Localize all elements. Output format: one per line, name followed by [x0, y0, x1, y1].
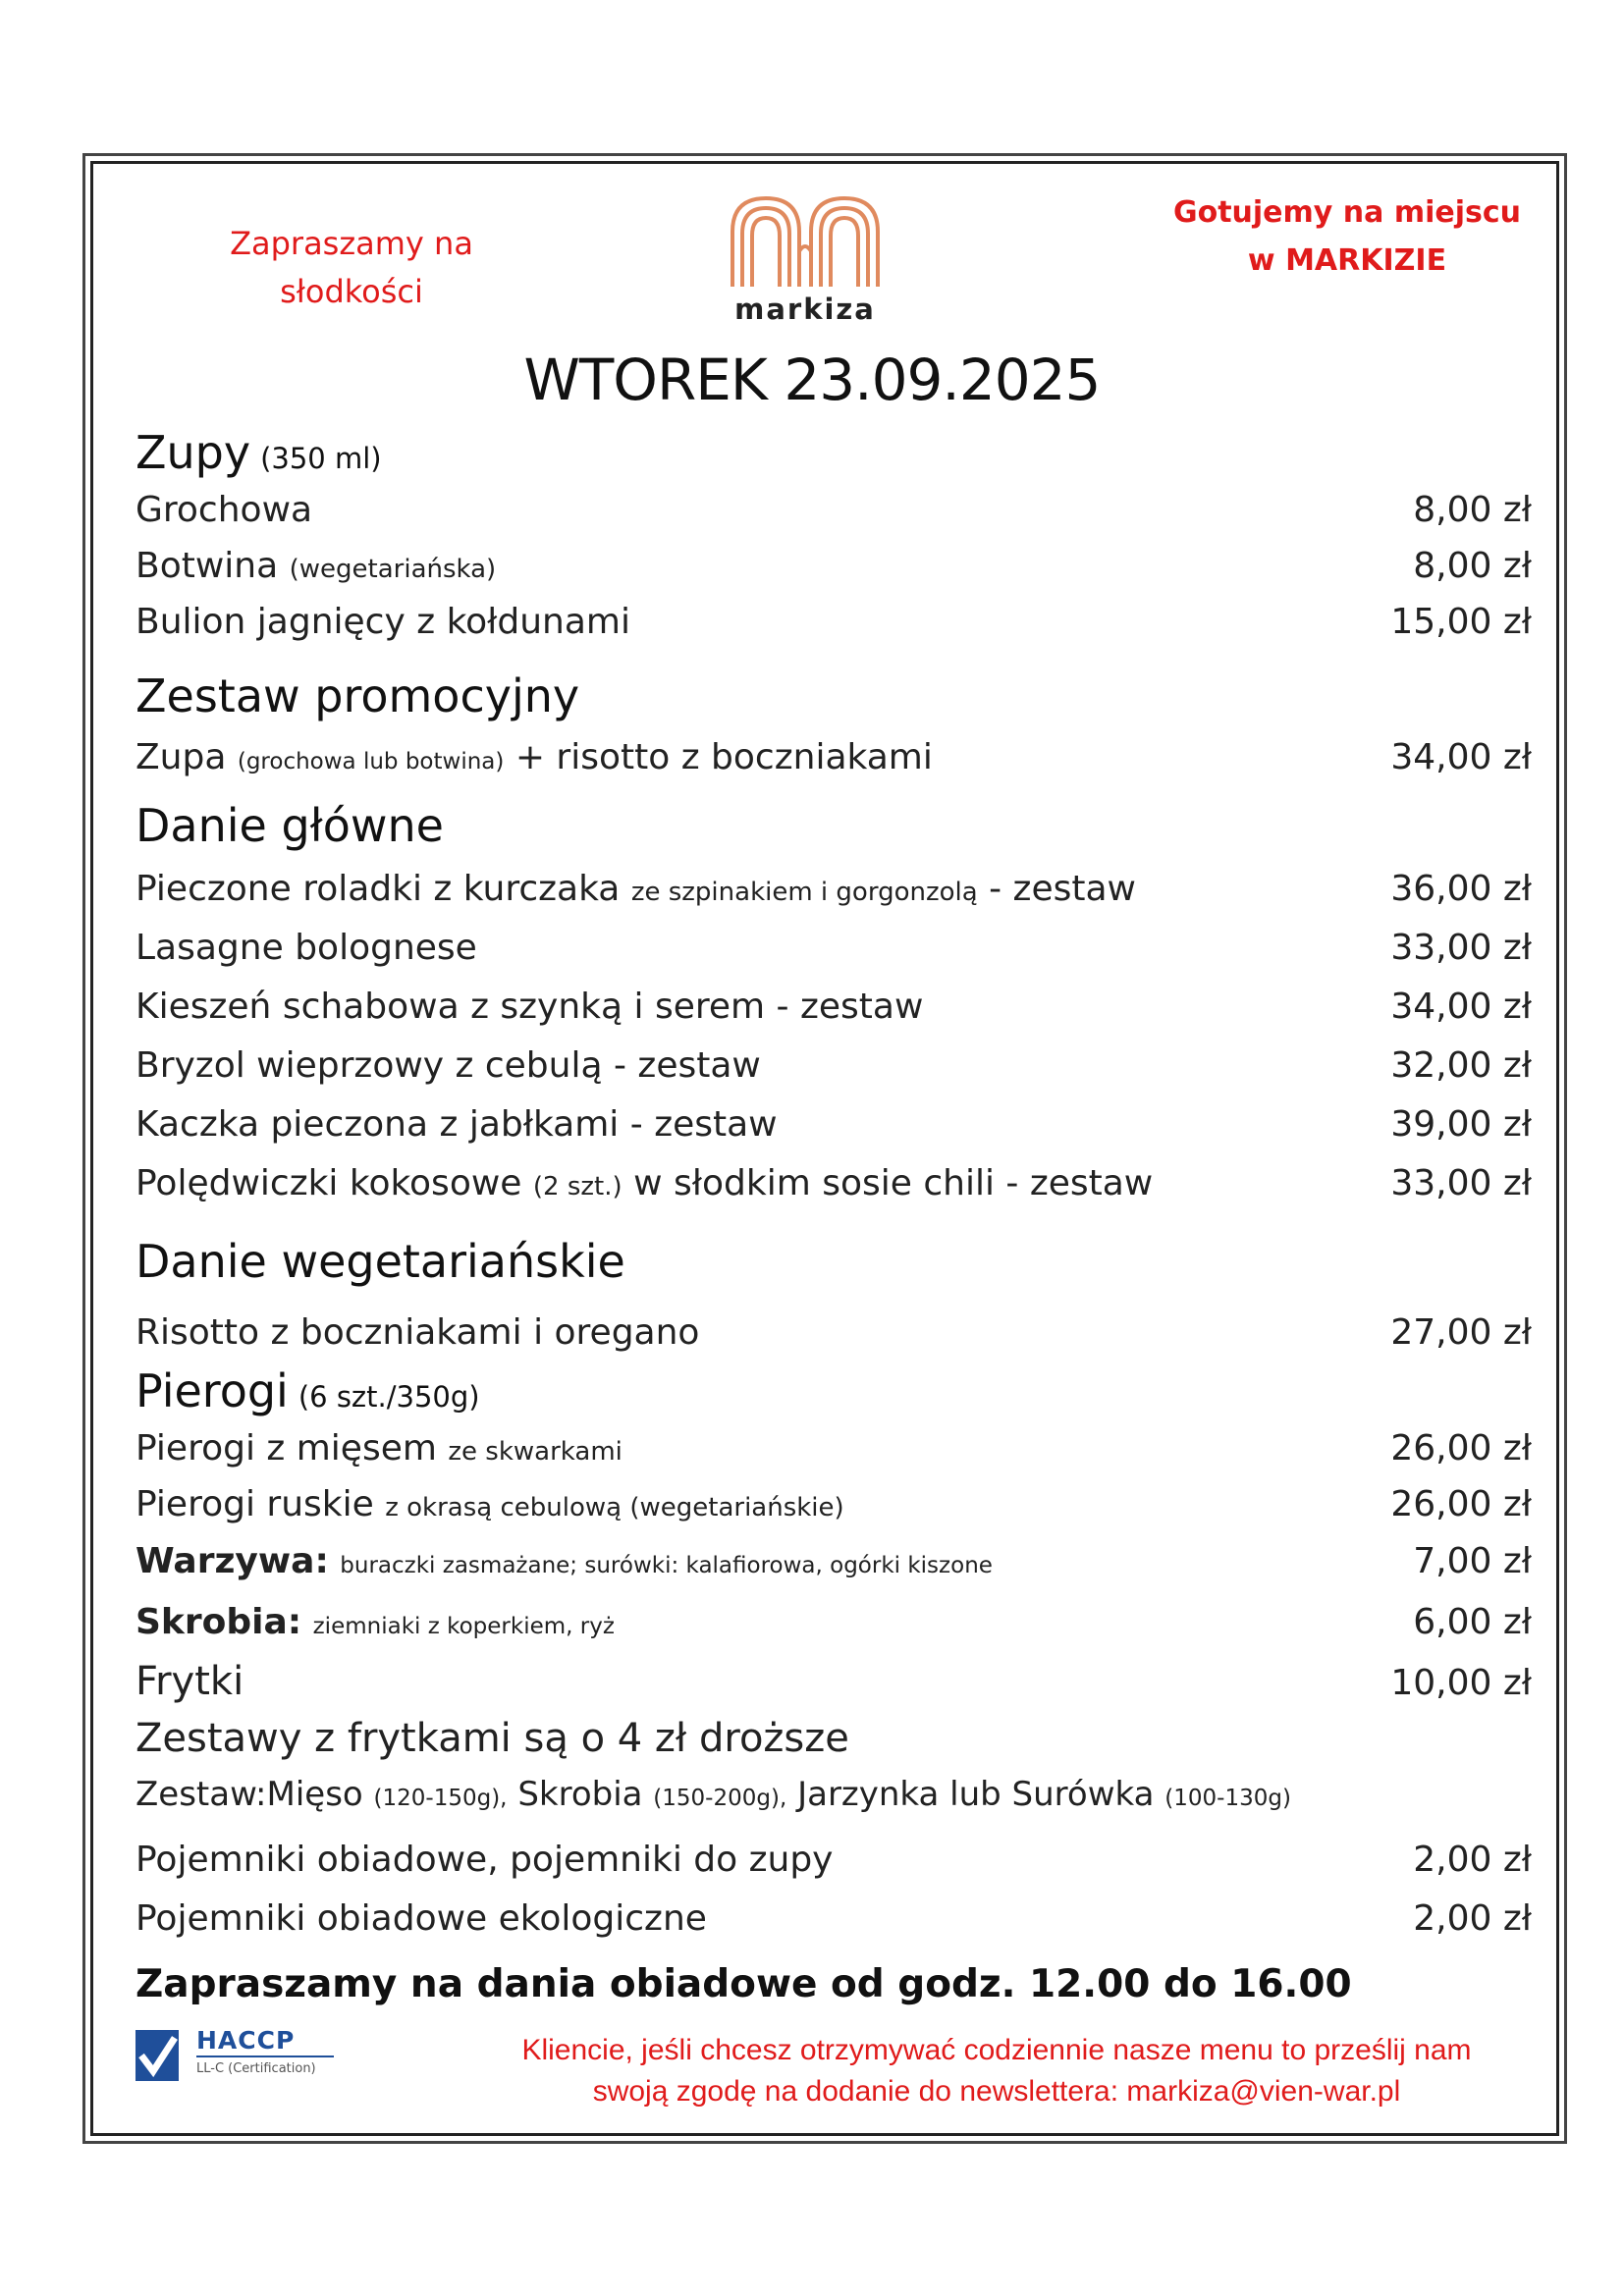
soups-heading [135, 426, 1532, 479]
item-name: Polędwiczki kokosowe [135, 1163, 522, 1203]
item-name: Pojemniki obiadowe, pojemniki do zupy [135, 1840, 834, 1880]
menu-item-poledwiczki [135, 1163, 1532, 1203]
menu-item-bryzol [135, 1045, 1532, 1086]
menu-item-frytki [135, 1659, 1532, 1704]
item-price: 26,00 zł [1390, 1428, 1532, 1468]
menu-item-kaczka [135, 1104, 1532, 1145]
vege-heading-label: Danie wegetariańskie [135, 1235, 625, 1288]
item-price: 8,00 zł [1413, 546, 1532, 586]
item-price: 39,00 zł [1390, 1104, 1532, 1145]
cook-onsite-note [1161, 188, 1534, 285]
item-name: Bryzol wieprzowy z cebulą - zestaw [135, 1045, 761, 1086]
haccp-title: HACCP [196, 2026, 296, 2055]
menu-item-bulion [135, 602, 1532, 642]
item-detail: (wegetariańska) [289, 555, 497, 584]
item-price: 10,00 zł [1390, 1663, 1532, 1703]
soups-heading-note: (350 ml) [260, 442, 382, 475]
haccp-subtitle: LL-C (Certification) [196, 2061, 316, 2076]
item-name: Bulion jagnięcy z kołdunami [135, 602, 630, 642]
item-name: Pierogi z mięsem [135, 1428, 437, 1468]
item-name: Zupa [135, 737, 227, 777]
sweets-invite [218, 220, 485, 316]
item-name: Pierogi ruskie [135, 1484, 374, 1524]
item-name: Pojemniki obiadowe ekologiczne [135, 1898, 707, 1939]
vege-heading [135, 1235, 1532, 1288]
menu-item-eco-containers [135, 1898, 1532, 1939]
item-detail: (2 szt.) [532, 1172, 623, 1201]
item-price: 36,00 zł [1390, 869, 1532, 909]
menu-item-warzywa [135, 1541, 1532, 1581]
menu-item-roladki [135, 869, 1532, 909]
promo-heading-label: Zestaw promocyjny [135, 669, 580, 722]
menu-content [135, 420, 1532, 1937]
item-detail: (grochowa lub botwina) [237, 749, 505, 774]
menu-item-pierogi-mieso [135, 1428, 1532, 1468]
pierogi-heading-label: Pierogi [135, 1364, 289, 1417]
set-meat-weight: (120-150g), [373, 1786, 508, 1811]
set-veg: Jarzynka lub Surówka [797, 1775, 1155, 1814]
menu-item-containers [135, 1842, 1532, 1878]
set-composition-note [135, 1775, 1532, 1814]
item-price: 8,00 zł [1413, 490, 1532, 530]
item-price: 15,00 zł [1390, 602, 1532, 642]
item-suffix: w słodkim sosie chili - zestaw [633, 1163, 1154, 1203]
item-name: Kaczka pieczona z jabłkami - zestaw [135, 1104, 778, 1145]
newsletter-line2: swoją zgodę na dodanie do newslettera: markiza@vien-war.pl [592, 2075, 1401, 2108]
sweets-invite-line1: Zapraszamy na [230, 225, 473, 262]
set-meat: Zestaw:Mięso [135, 1775, 363, 1814]
item-name: Skrobia: [135, 1602, 302, 1642]
menu-item-botwina [135, 546, 1532, 586]
mains-heading-label: Danie główne [135, 799, 444, 852]
item-name: Pieczone roladki z kurczaka [135, 869, 621, 909]
item-name: Botwina [135, 546, 279, 586]
item-name-b: + risotto z boczniakami [514, 737, 933, 777]
menu-item-promo [135, 737, 1532, 777]
menu-item-pierogi-ruskie [135, 1484, 1532, 1524]
newsletter-line1: Kliencie, jeśli chcesz otrzymywać codziennie nasze menu to prześlij nam [521, 2034, 1472, 2066]
haccp-divider [196, 2056, 334, 2057]
item-name: Frytki [135, 1659, 244, 1704]
item-price: 2,00 zł [1413, 1840, 1532, 1880]
item-detail: z okrasą cebulową (wegetariańskie) [385, 1493, 844, 1522]
set-starch: Skrobia [517, 1775, 643, 1814]
item-name: Kieszeń schabowa z szynką i serem - zestaw [135, 987, 924, 1027]
pierogi-heading [135, 1364, 1532, 1417]
item-detail: ze szpinakiem i gorgonzolą [630, 878, 978, 907]
mains-heading [135, 799, 1532, 852]
menu-item-risotto [135, 1312, 1532, 1353]
item-name: Grochowa [135, 490, 313, 530]
menu-item-kieszen [135, 989, 1532, 1025]
soups-heading-label: Zupy [135, 426, 251, 479]
item-suffix: - zestaw [989, 869, 1136, 909]
sweets-invite-line2: słodkości [280, 273, 423, 310]
haccp-check-icon [135, 2030, 179, 2081]
item-price: 33,00 zł [1390, 1163, 1532, 1203]
item-price: 6,00 zł [1413, 1602, 1532, 1642]
newsletter-note [452, 2030, 1542, 2112]
promo-heading [135, 669, 1532, 722]
menu-item-skrobia [135, 1602, 1532, 1642]
item-price: 27,00 zł [1390, 1312, 1532, 1353]
menu-item-lasagne [135, 928, 1532, 968]
item-price: 32,00 zł [1390, 1045, 1532, 1086]
menu-item-grochowa [135, 490, 1532, 530]
set-veg-weight: (100-130g) [1164, 1786, 1291, 1811]
haccp-badge [135, 2024, 342, 2093]
pierogi-heading-note: (6 szt./350g) [298, 1380, 480, 1414]
item-name: Warzywa: [135, 1541, 329, 1581]
item-detail: ziemniaki z koperkiem, ryż [312, 1614, 615, 1639]
item-detail: ze skwarkami [448, 1437, 623, 1467]
page-title: WTOREK 23.09.2025 [523, 347, 1101, 413]
item-price: 2,00 zł [1413, 1898, 1532, 1939]
item-detail: buraczki zasmażane; surówki: kalafiorowa, ogórki kiszone [340, 1553, 993, 1578]
set-starch-weight: (150-200g), [653, 1786, 787, 1811]
item-price: 34,00 zł [1390, 737, 1532, 777]
cook-onsite-line2: w MARKIZIE [1247, 243, 1447, 278]
cook-onsite-line1: Gotujemy na miejscu [1172, 195, 1522, 230]
item-price: 33,00 zł [1390, 928, 1532, 968]
lunch-hours: Zapraszamy na dania obiadowe od godz. 12.00 do 16.00 [135, 1962, 1352, 2006]
item-price: 26,00 zł [1390, 1484, 1532, 1524]
item-name: Risotto z boczniakami i oregano [135, 1312, 700, 1353]
logo-wordmark: markiza [734, 293, 876, 326]
item-name: Lasagne bolognese [135, 928, 477, 968]
item-price: 7,00 zł [1413, 1541, 1532, 1581]
item-price: 34,00 zł [1390, 987, 1532, 1027]
fries-surcharge-note: Zestawy z frytkami są o 4 zł droższe [135, 1716, 849, 1761]
